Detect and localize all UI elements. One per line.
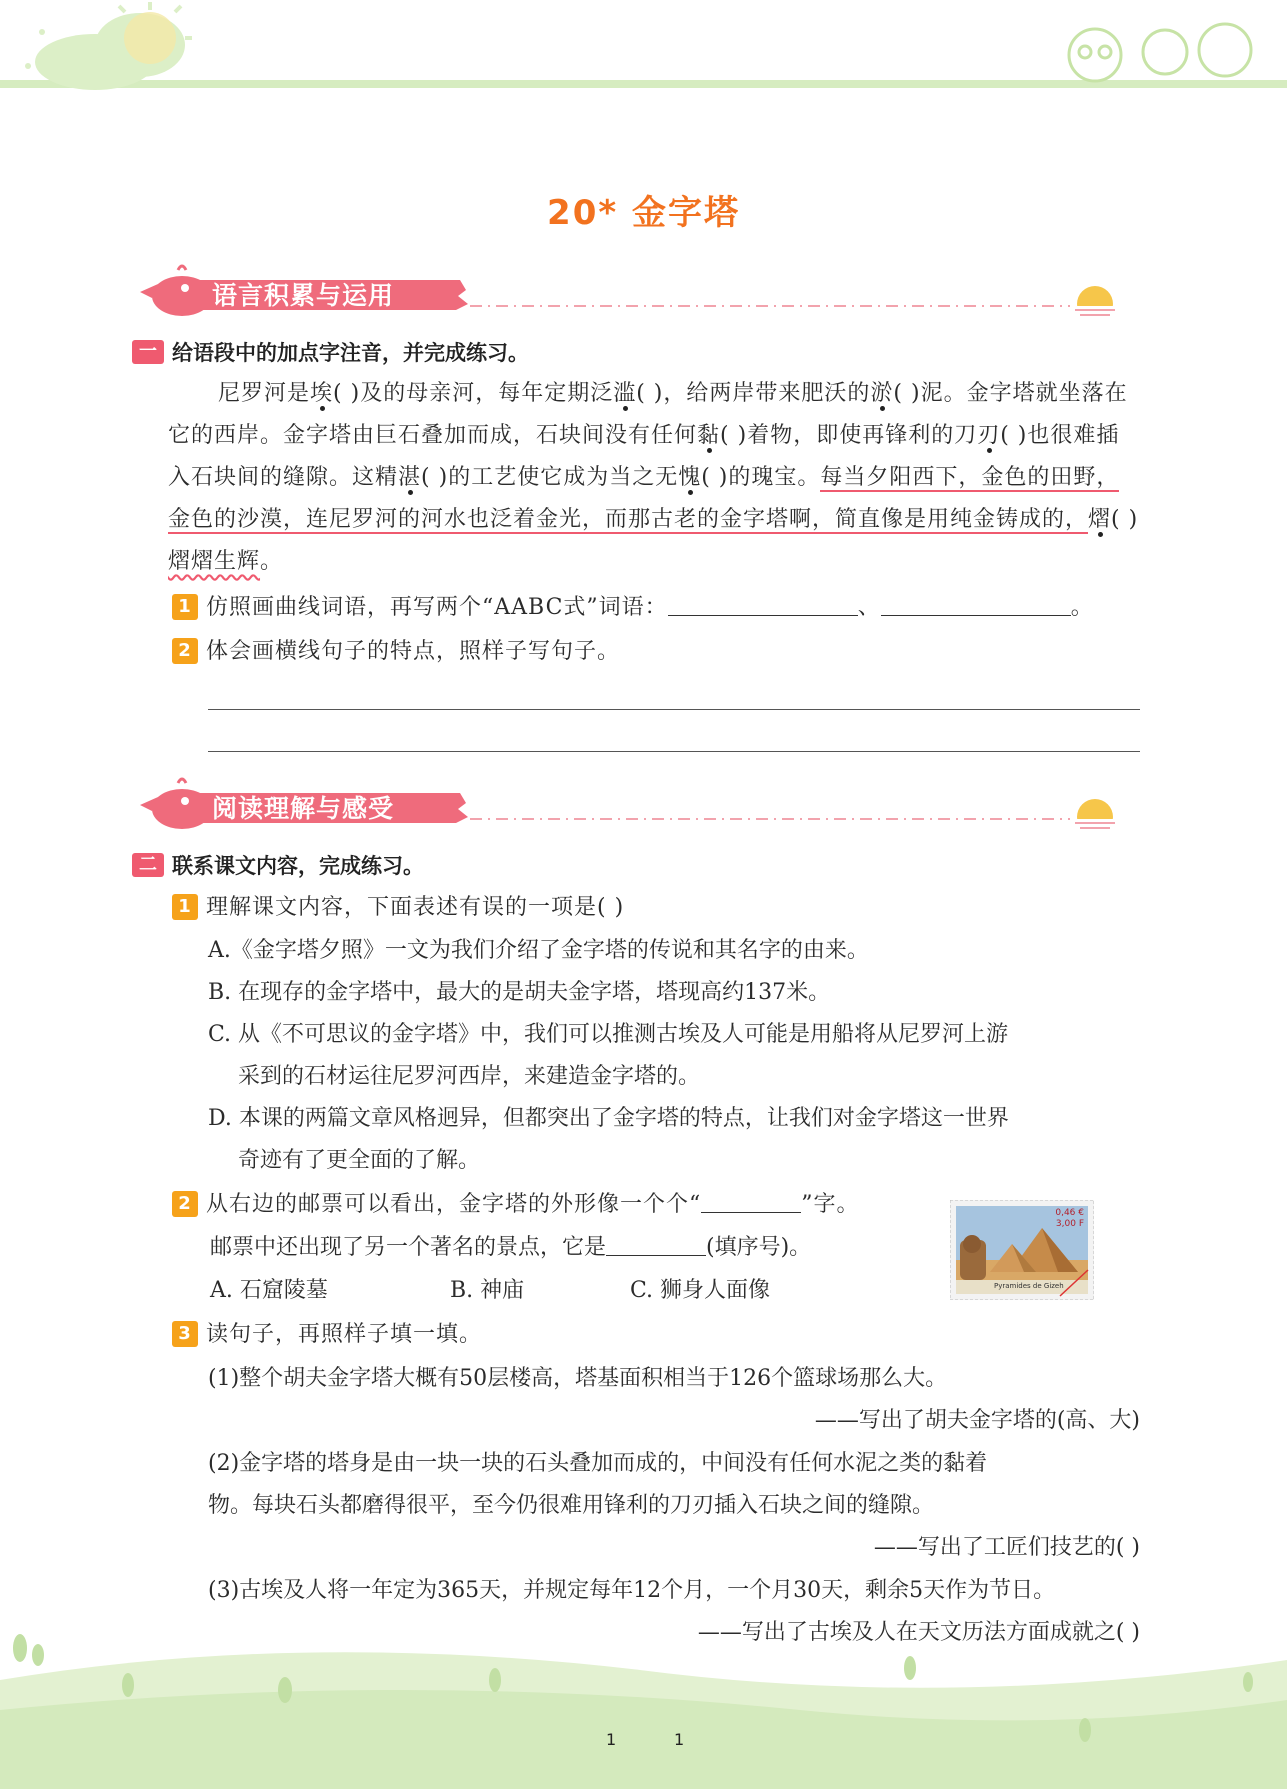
underlined-sentence: 每当夕阳西下，金色的田野，金色的沙漠，连尼罗河的河水也泛着金光，而那古老的金字塔啊，简直像是用纯金铸成的， bbox=[168, 465, 1120, 532]
section-banner-language bbox=[130, 262, 1140, 322]
answer-blank[interactable] bbox=[701, 1193, 801, 1213]
sub-question-2: 2 从右边的邮票可以看出，金字塔的外形像一个个“ ”字。 bbox=[172, 1189, 860, 1221]
choice-c: C. 狮身人面像 bbox=[630, 1278, 771, 1303]
sub-question-1: 1 仿照画曲线词语，再写两个“AABC式”词语： 、 。 bbox=[172, 592, 1094, 624]
question-heading bbox=[132, 337, 529, 367]
question-number: 一 bbox=[132, 340, 164, 364]
choice-b: B. 神庙 bbox=[450, 1278, 525, 1303]
answer-blank[interactable] bbox=[606, 1236, 706, 1256]
dotted-char: 淤 bbox=[870, 381, 894, 406]
section-banner-reading bbox=[130, 775, 1140, 835]
sub-number-badge: 1 bbox=[172, 594, 198, 620]
dotted-char: 愧 bbox=[678, 465, 702, 490]
example-2: (2)金字塔的塔身是由一块一块的石头叠加而成的，中间没有任何水泥之类的黏着 bbox=[208, 1451, 988, 1476]
sub-question-1: 1 理解课文内容，下面表述有误的一项是( ) bbox=[172, 892, 624, 924]
dotted-char: 湛 bbox=[398, 465, 422, 490]
example-2-cont: 物。每块石头都磨得很平，至今仍很难用锋利的刀刃插入石块之间的缝隙。 bbox=[208, 1493, 935, 1518]
stamp-value: 0,46 € bbox=[1055, 1208, 1084, 1218]
question-text: 联系课文内容，完成练习。 bbox=[172, 854, 424, 878]
sub-question-2-line2: 邮票中还出现了另一个著名的景点，它是 (填序号)。 bbox=[210, 1235, 812, 1260]
choice-a: A. 石窟陵墓 bbox=[210, 1278, 328, 1303]
passage: 尼罗河是埃( )及的母亲河，每年定期泛滥( )，给两岸带来肥沃的淤( )泥。金字塔就坐落在它的西岸。金字塔由巨石叠加而成，石块间没有任何黏( )着物，即使再锋利的刀刃( )也很难插入石块间的缝隙。这精湛( )的工艺使它成为当之无愧( )的瑰宝。每当夕阳西下，金色的田野，金色的沙漠，连尼罗河的河水也泛着金光，而那古老的金字塔啊，简直像是用纯金铸成的，熠( )熠熠生辉。 bbox=[168, 381, 1139, 574]
sub-number-badge: 2 bbox=[172, 1191, 198, 1217]
example-3: (3)古埃及人将一年定为365天，并规定每年12个月，一个月30天，剩余5天作为节日。 bbox=[208, 1578, 1056, 1603]
pyramid-stamp-image bbox=[950, 1200, 1094, 1300]
option-c-cont: 采到的石材运往尼罗河西岸，来建造金字塔的。 bbox=[238, 1064, 701, 1089]
option-d: D. 本课的两篇文章风格迥异，但都突出了金字塔的特点，让我们对金字塔这一世界 bbox=[208, 1106, 1009, 1131]
option-b: B. 在现存的金字塔中，最大的是胡夫金字塔，塔现高约137米。 bbox=[208, 980, 831, 1005]
stamp-caption: Pyramides de Gizeh bbox=[994, 1282, 1064, 1290]
sub-question-3: 3 读句子，再照样子填一填。 bbox=[172, 1319, 482, 1351]
footer-decoration bbox=[0, 1600, 1287, 1789]
section-title: 阅读理解与感受 bbox=[212, 794, 395, 823]
answer-line[interactable] bbox=[208, 709, 1140, 710]
page-number: 1 bbox=[674, 1730, 685, 1749]
option-c: C. 从《不可思议的金字塔》中，我们可以推测古埃及人可能是用船将从尼罗河上游 bbox=[208, 1022, 1009, 1047]
example-1: (1)整个胡夫金字塔大概有50层楼高，塔基面积相当于126个篮球场那么大。 bbox=[208, 1366, 948, 1391]
question-heading bbox=[132, 850, 424, 880]
question-text: 给语段中的加点字注音，并完成练习。 bbox=[172, 341, 529, 365]
option-a: A.《金字塔夕照》一文为我们介绍了金字塔的传说和其名字的由来。 bbox=[208, 938, 869, 963]
sub-question-2: 2 体会画横线句子的特点，照样子写句子。 bbox=[172, 636, 620, 668]
answer-blank[interactable] bbox=[881, 596, 1071, 616]
dotted-char: 埃 bbox=[310, 381, 334, 406]
example-1-answer: ——写出了胡夫金字塔的(高、大) bbox=[814, 1408, 1140, 1433]
answer-blank[interactable] bbox=[668, 596, 858, 616]
sub-number-badge: 3 bbox=[172, 1321, 198, 1347]
answer-line[interactable] bbox=[208, 751, 1140, 752]
wavy-underlined-word: 熠熠生辉 bbox=[168, 549, 261, 574]
dotted-char: 滥 bbox=[613, 381, 637, 406]
example-3-answer[interactable]: ——写出了古埃及人在天文历法方面成就之( ) bbox=[697, 1620, 1140, 1645]
sub-number-badge: 2 bbox=[172, 638, 198, 664]
section-title: 语言积累与运用 bbox=[212, 281, 395, 310]
option-d-cont: 奇迹有了更全面的了解。 bbox=[238, 1148, 481, 1173]
lesson-title: 20* 金字塔 bbox=[547, 193, 740, 233]
header-decoration bbox=[0, 0, 1287, 100]
sub-number-badge: 1 bbox=[172, 894, 198, 920]
question-number: 二 bbox=[132, 853, 164, 877]
dotted-char: 熠 bbox=[1088, 507, 1112, 532]
dotted-char: 刃 bbox=[977, 423, 1001, 448]
dotted-char: 黏 bbox=[697, 423, 721, 448]
example-2-answer[interactable]: ——写出了工匠们技艺的( ) bbox=[873, 1535, 1140, 1560]
stamp-value-2: 3,00 F bbox=[1055, 1219, 1084, 1229]
page-number: 1 bbox=[606, 1730, 617, 1749]
